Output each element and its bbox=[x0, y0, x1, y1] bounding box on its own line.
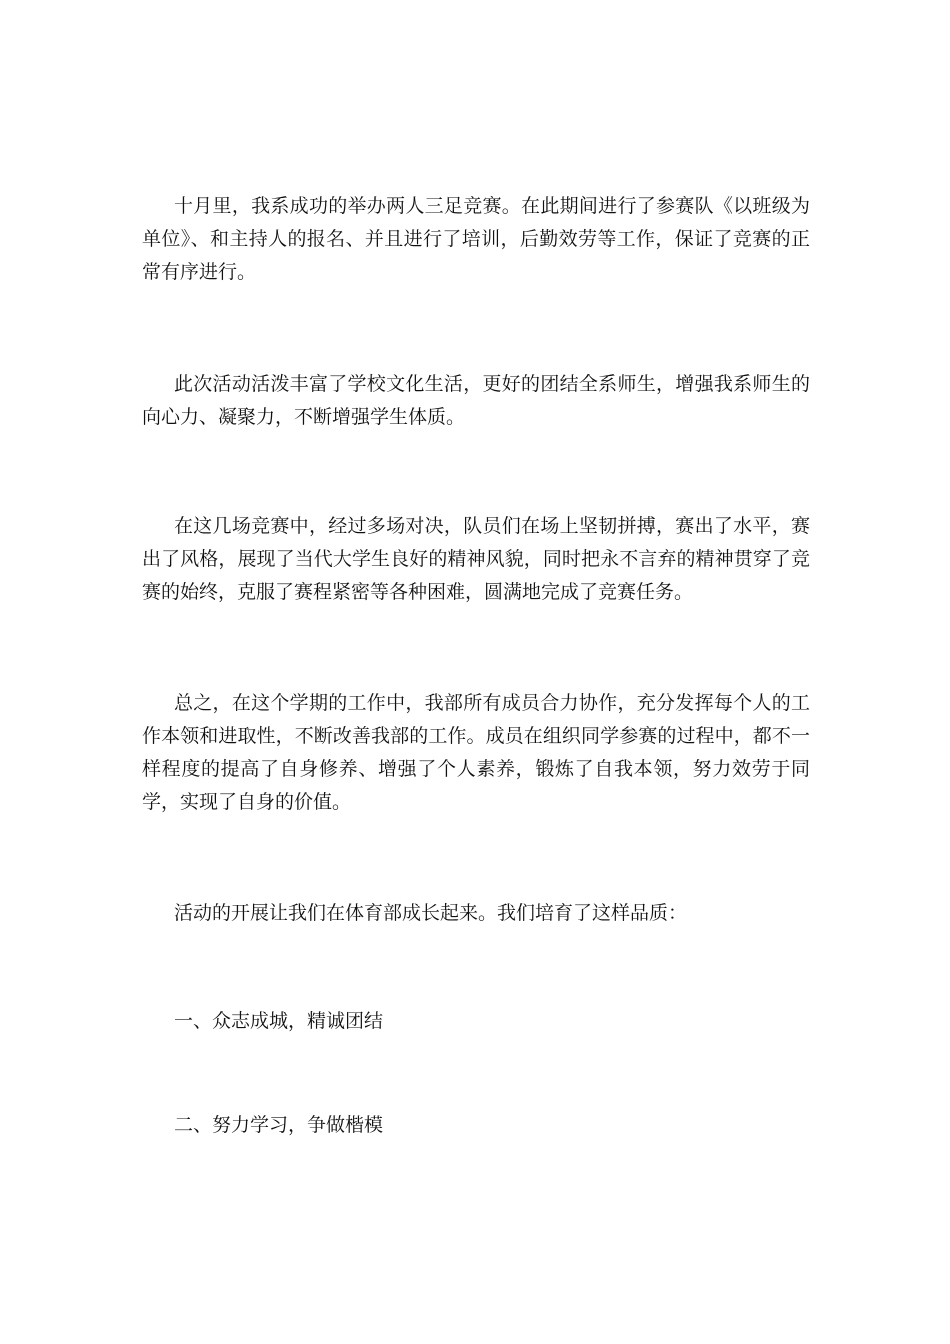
paragraph-competition-organization: 十月里，我系成功的举办两人三足竞赛。在此期间进行了参赛队《以班级为单位》、和主持人的报名、并且进行了培训，后勤效劳等工作，保证了竞赛的正常有序进行。 bbox=[142, 195, 810, 283]
paragraph-team-performance: 在这几场竞赛中，经过多场对决，队员们在场上坚韧拼搏，赛出了水平，赛出了风格，展现了当代大学生良好的精神风貌，同时把永不言弃的精神贯穿了竞赛的始终，克服了赛程紧密等各种困难，圆满地完成了竞赛任务。 bbox=[142, 515, 810, 603]
list-item-quality-one: 一、众志成城，精诚团结 bbox=[174, 1010, 384, 1032]
list-item-quality-two: 二、努力学习，争做楷模 bbox=[174, 1114, 384, 1136]
paragraph-activity-significance: 此次活动活泼丰富了学校文化生活，更好的团结全系师生，增强我系师生的向心力、凝聚力，不断增强学生体质。 bbox=[142, 373, 810, 428]
paragraph-semester-summary: 总之，在这个学期的工作中，我部所有成员合力协作，充分发挥每个人的工作本领和进取性，不断改善我部的工作。成员在组织同学参赛的过程中，都不一样程度的提高了自身修养、增强了个人素养，锻炼了自我本领，努力效劳于同学，实现了自身的价值。 bbox=[142, 692, 810, 813]
paragraph-qualities-intro: 活动的开展让我们在体育部成长起来。我们培育了这样品质： bbox=[174, 902, 688, 924]
